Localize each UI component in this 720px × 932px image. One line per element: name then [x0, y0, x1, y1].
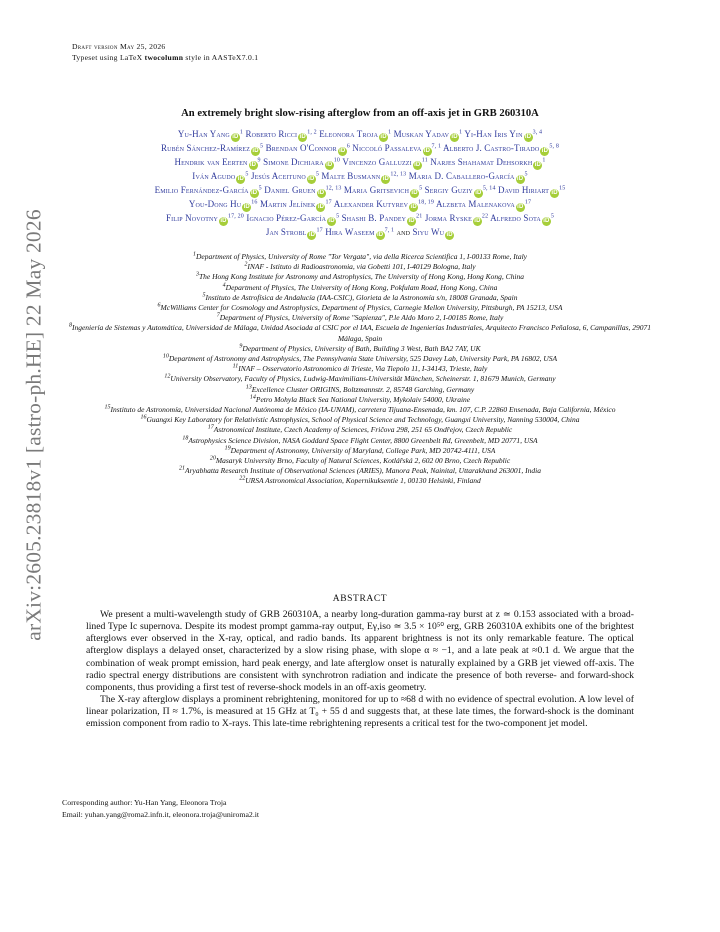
author-line: [62, 170, 658, 184]
affiliation: [58, 415, 662, 425]
orcid-icon[interactable]: iD: [328, 218, 335, 224]
author-affiliation-marker: 1: [542, 157, 546, 164]
author-name[interactable]: Alexander Kutyrev: [333, 199, 409, 209]
author-affiliation-marker: 1, 2: [307, 129, 317, 136]
corresponding-author: Corresponding author: Yu-Han Yang, Eleonora Troja: [62, 798, 227, 807]
affiliation: [58, 354, 662, 364]
affiliation: [58, 405, 662, 415]
orcid-icon[interactable]: iD: [408, 218, 415, 224]
author-affiliation-marker: 1: [388, 129, 392, 136]
author-name[interactable]: Maria D. Caballero-García: [408, 171, 515, 181]
orcid-icon[interactable]: iD: [249, 162, 257, 168]
author-affiliation-marker: 7, 1: [384, 227, 395, 234]
affiliation-text: Masaryk University Brno, Faculty of Natural Sciences, Kotlářská 2, 602 00 Brno, Czech Republic: [215, 456, 511, 466]
author-name[interactable]: Niccoló Passaleva: [352, 143, 422, 153]
author-affiliation-marker: 12, 13: [325, 185, 342, 192]
author-affiliation-marker: 22: [481, 213, 489, 220]
arxiv-sidebar: [16, 209, 52, 641]
author-affiliation-marker: 11: [421, 157, 428, 164]
author-affiliation-marker: 9: [257, 157, 261, 164]
affiliation-text: INAF - Istituto di Radioastronomia, via Gobetti 101, I-40129 Bologna, Italy: [247, 262, 476, 272]
author-affiliation-marker: 5: [419, 185, 423, 192]
affiliation: [58, 272, 662, 282]
author-affiliation-marker: 17: [524, 199, 532, 206]
author-name[interactable]: Iván Agudo: [192, 171, 236, 181]
affiliation: [58, 456, 662, 466]
typeset-pre: Typeset using: [72, 52, 120, 62]
orcid-icon[interactable]: iD: [382, 176, 390, 182]
affiliation-number: 20: [209, 455, 216, 462]
draft-header: [72, 42, 258, 63]
affiliation-number: 7: [216, 312, 220, 319]
author-name[interactable]: Rubén Sánchez-Ramírez: [160, 143, 251, 153]
orcid-icon[interactable]: iD: [376, 232, 384, 238]
orcid-icon[interactable]: iD: [474, 218, 481, 224]
orcid-icon[interactable]: iD: [299, 134, 306, 140]
affiliation-text: INAF – Osservatorio Astronomico di Trieste, Via Tiepolo 11, I-34143, Trieste, Italy: [238, 364, 488, 374]
author-line: [62, 226, 658, 240]
author-name[interactable]: Eleonora Troja: [319, 129, 379, 139]
affiliation-number: 18: [182, 435, 189, 442]
author-name[interactable]: Filip Novotny: [165, 213, 218, 223]
author-affiliation-marker: 16: [251, 199, 258, 206]
author-name[interactable]: Martin Jelínek: [259, 199, 316, 209]
affiliation-number: 12: [164, 373, 171, 380]
affiliation: [58, 313, 662, 323]
author-affiliation-marker: 7, 1: [431, 143, 442, 150]
affiliation-text: McWilliams Center for Cosmology and Astrophysics, Department of Physics, Carnegie Mellon University, Pittsburgh, PA 15213, USA: [160, 303, 563, 313]
author-affiliation-marker: 5: [258, 185, 262, 192]
affiliation: [58, 364, 662, 374]
affiliation: [58, 303, 662, 313]
author-affiliation-marker: 18, 19: [418, 199, 435, 206]
affiliation: [58, 476, 662, 486]
author-name[interactable]: Yu-Han Yang: [177, 129, 230, 139]
affiliation-text: URSA Astronomical Association, Kopernikuksentie 1, 00130 Helsinki, Finland: [245, 476, 481, 486]
orcid-icon[interactable]: iD: [250, 190, 258, 196]
orcid-icon[interactable]: iD: [237, 176, 245, 182]
author-affiliation-marker: 10: [333, 157, 341, 164]
abstract: [86, 609, 634, 731]
orcid-icon[interactable]: iD: [534, 162, 542, 168]
author-name[interactable]: Muskan Yadav: [393, 129, 450, 139]
author-affiliation-marker: 5: [550, 213, 555, 220]
orcid-icon[interactable]: iD: [232, 134, 239, 140]
affiliation-number: 22: [239, 475, 246, 482]
author-name[interactable]: Siyu Wu: [412, 227, 445, 237]
author-name[interactable]: Jan Strobl: [265, 227, 307, 237]
orcid-icon[interactable]: iD: [517, 204, 524, 210]
author-name[interactable]: Ignacio Pérez-García: [246, 213, 327, 223]
orcid-icon[interactable]: iD: [551, 190, 558, 196]
affiliation: [58, 466, 662, 476]
author-name[interactable]: Jesús Aceituno: [250, 171, 306, 181]
affiliation-text: Guangxi Key Laboratory for Relativistic Astrophysics, School of Physical Science and Technology, Guangxi University, Nanning 530004, China: [146, 415, 580, 425]
affiliation: [58, 252, 662, 262]
affiliation-text: The Hong Kong Institute for Astronomy and Astrophysics, The University of Hong Kong, Hong Kong, China: [198, 272, 524, 282]
author-affiliation-marker: 5: [336, 213, 340, 220]
abstract-paragraph-1: We present a multi-wavelength study of GRB 260310A, a nearby long-duration gamma-ray burst at z ≃ 0.153 associated with a broad-lined Type Ic supernova. Despite its modest prompt gamma-ray output, Eγ,iso ≃ 3.5 × 10⁵⁰ erg, GRB 260310A exhibits one of the brightest afterglows ever observed in the X-ray, optical, and radio bands. Its apparent brightness is not its only remarkable feature. The optical afterglow displays a delayed onset, characterized by a slow rising phase, with slope α ≈ −1, and a late peak at ≈0.1 d. We argue that the combination of weak prompt emission, hard peak energy, and late afterglow onset is naturally explained by a GRB jet viewed off-axis. The radio spectral energy distributions are consistent with synchrotron radiation and indicate the presence of both reverse- and forward-shock components, thus providing a first test of reverse-shock models in an off-axis geometry.: [86, 609, 634, 693]
author-affiliation-marker: 5: [245, 171, 249, 178]
author-line: [62, 198, 658, 212]
email-line: Email: yuhan.yang@roma2.infn.it, eleonora.troja@uniroma2.it: [62, 809, 260, 819]
author-line: [62, 184, 658, 198]
author-name[interactable]: Jorma Ryske: [424, 213, 472, 223]
author-affiliation-marker: 3, 4: [532, 129, 543, 136]
affiliation-number: 4: [222, 282, 226, 289]
affiliation-number: 2: [244, 261, 248, 268]
affiliation: [58, 446, 662, 456]
affiliation-number: 13: [245, 384, 252, 391]
orcid-icon[interactable]: iD: [243, 204, 250, 210]
affiliation-number: 9: [239, 343, 243, 350]
affiliation-number: 16: [140, 414, 147, 421]
author-name[interactable]: Daniel Gruen: [264, 185, 316, 195]
author-name[interactable]: Hendrik van Eerten: [174, 157, 248, 167]
affiliation-text: University Observatory, Faculty of Physics, Ludwig-Maximilians-Universität München, Scheinerstr. 1, 81679 Munich, Germany: [170, 374, 556, 384]
author-line: [62, 156, 658, 170]
author-affiliation-marker: 5: [260, 143, 264, 150]
affiliation: [58, 323, 662, 343]
author-affiliation-marker: 6: [346, 143, 350, 150]
arxiv-identifier: arXiv:2605.23818v1 [astro-ph.HE] 22 May 2026: [21, 209, 46, 641]
author-affiliation-marker: 1: [459, 129, 463, 136]
orcid-icon[interactable]: iD: [475, 190, 482, 196]
affiliation: [58, 262, 662, 272]
affiliation: [58, 436, 662, 446]
affiliation-text: Petro Mohyla Black Sea National University, Mykolaiv 54000, Ukraine: [255, 394, 471, 404]
orcid-icon[interactable]: iD: [541, 148, 549, 154]
author-affiliation-marker: 5: [315, 171, 319, 178]
author-line: [62, 142, 658, 156]
affiliation-text: Department of Astronomy, University of Maryland, College Park, MD 20742-4111, USA: [230, 445, 496, 455]
affiliation-text: Instituto de Astrofísica de Andalucía (IAA-CSIC), Glorieta de la Astronomía s/n, 18008 Granada, Spain: [205, 292, 518, 302]
author-name[interactable]: Roberto Ricci: [245, 129, 298, 139]
orcid-icon[interactable]: iD: [446, 232, 453, 238]
author-affiliation-marker: 12, 13: [390, 171, 407, 178]
author-name[interactable]: Shashi B. Pandey: [341, 213, 407, 223]
affiliation-text: Department of Astronomy and Astrophysics, The Pennsylvania State University, 525 Davey Lab, University Park, PA 16802, USA: [168, 354, 558, 364]
affiliation-number: 14: [249, 394, 256, 401]
affiliation-text: Excellence Cluster ORIGINS, Boltzmannstr. 2, 85748 Garching, Germany: [251, 384, 475, 394]
orcid-icon[interactable]: iD: [339, 148, 346, 154]
affiliation-number: 6: [157, 302, 161, 309]
affiliation-number: 11: [232, 363, 239, 370]
author-name[interactable]: Malte Busmann: [321, 171, 381, 181]
affiliation-text: Department of Physics, University of Bath, Building 3 West, Bath BA2 7AY, UK: [242, 343, 481, 353]
affiliation-number: 17: [207, 424, 214, 431]
affiliation: [58, 425, 662, 435]
draft-label: Draft version: [72, 42, 118, 51]
author-name[interactable]: Maria Gritsevich: [343, 185, 410, 195]
author-name[interactable]: Brendan O'Connor: [265, 143, 337, 153]
orcid-icon[interactable]: iD: [516, 176, 524, 182]
affiliation-number: 10: [162, 353, 169, 360]
typeset-latex: LaTeX: [119, 52, 143, 62]
affiliation-number: 21: [179, 465, 186, 472]
draft-version: [72, 42, 258, 53]
abstract-paragraph-2: The X-ray afterglow displays a prominent rebrightening, monitored for up to ≈68 d with no evidence of spectral evolution. A low level of linear polarization, Π ≈ 1.7%, is measured at 15 GHz at T₀ + 55 d and suggests that, at these late times, the forward-shock is the dominant emission component from radio to X-rays. This late-time rebrightening represents a critical test for the two-component jet model.: [86, 694, 634, 730]
affiliation: [58, 385, 662, 395]
affiliation-number: 3: [195, 271, 199, 278]
affiliation-number: 1: [192, 251, 196, 258]
orcid-icon[interactable]: iD: [423, 148, 431, 154]
abstract-heading: ABSTRACT: [332, 594, 388, 604]
affiliation-text: Astronomical Institute, Czech Academy of Sciences, Fričova 298, 251 65 Ondřejov, Czech Republic: [213, 425, 513, 435]
affiliation-text: Department of Physics, The University of Hong Kong, Pokfulam Road, Hong Kong, China: [225, 282, 498, 292]
affiliation: [58, 374, 662, 384]
orcid-icon[interactable]: iD: [308, 176, 315, 182]
author-affiliation-marker: 15: [559, 185, 566, 192]
orcid-icon[interactable]: iD: [317, 190, 325, 196]
orcid-icon[interactable]: iD: [317, 204, 325, 210]
author-affiliation-marker: 5: [524, 171, 528, 178]
affiliation-text: Ingeniería de Sistemas y Automática, Universidad de Málaga, Unidad Asociada al CSIC por el IAA, Escuela de Ingenierías Industriales, Arquitecto Francisco Peñalosa, 6, Campanillas, 29071 Málaga, Spain: [71, 323, 652, 343]
author-name[interactable]: Simone Dichiara: [263, 157, 324, 167]
author-name[interactable]: Alfredo Sota: [490, 213, 541, 223]
typeset-line: [72, 53, 258, 64]
author-name[interactable]: Narjes Shahamat Dehsorkh: [430, 157, 533, 167]
affiliation-number: 19: [224, 445, 231, 452]
orcid-icon[interactable]: iD: [414, 162, 421, 168]
author-name[interactable]: David Hiriart: [498, 185, 550, 195]
typeset-style: twocolumn: [144, 52, 184, 62]
affiliation-text: Department of Physics, University of Rome "Sapienza", P.le Aldo Moro 2, I-00185 Rome, Italy: [219, 313, 504, 323]
orcid-icon[interactable]: iD: [308, 232, 316, 238]
affiliation-number: 8: [68, 322, 72, 329]
affiliation: [58, 395, 662, 405]
correspondence: [62, 797, 259, 820]
typeset-post: style in AASTeX7.0.1: [183, 52, 259, 62]
orcid-icon[interactable]: iD: [411, 190, 418, 196]
author-name[interactable]: Yi-Han Iris Yin: [464, 129, 523, 139]
author-line: [62, 212, 658, 226]
affiliation-text: Instituto de Astronomía, Universidad Nacional Autónoma de México (IA-UNAM), carretera Tijuana-Ensenada, km. 107, C.P. 22860 Ensenada, Baja California, México: [110, 405, 616, 415]
affiliation: [58, 293, 662, 303]
affiliation: [58, 283, 662, 293]
author-affiliation-marker: 5, 14: [482, 185, 496, 192]
author-name[interactable]: You-Dong Hu: [188, 199, 242, 209]
orcid-icon[interactable]: iD: [252, 148, 259, 154]
affiliation-text: Department of Physics, University of Rome "Tor Vergata", via della Ricerca Scientifica 1, I-00133 Rome, Italy: [195, 252, 528, 261]
draft-date: May 25, 2026: [119, 42, 166, 51]
author-name[interactable]: Alzbeta Malenakova: [435, 199, 515, 209]
author-and: and: [396, 227, 411, 237]
author-list: [62, 128, 658, 240]
affiliation-number: 15: [104, 404, 111, 411]
author-name[interactable]: Hira Waseem: [325, 227, 375, 237]
orcid-icon[interactable]: iD: [451, 134, 458, 140]
author-affiliation-marker: 5, 8: [549, 143, 560, 150]
author-name[interactable]: Alberto J. Castro-Tirado: [443, 143, 540, 153]
orcid-icon[interactable]: iD: [524, 134, 532, 140]
orcid-icon[interactable]: iD: [543, 218, 550, 224]
affiliation-list: [58, 252, 662, 487]
paper-title: An extremely bright slow-rising afterglow from an off-axis jet in GRB 260310A: [181, 108, 539, 119]
author-line: [62, 128, 658, 142]
orcid-icon[interactable]: iD: [380, 134, 387, 140]
author-name[interactable]: Vincenzo Galluzzi: [342, 157, 412, 167]
author-affiliation-marker: 17, 20: [228, 213, 244, 220]
orcid-icon[interactable]: iD: [326, 162, 333, 168]
author-affiliation-marker: 1: [239, 129, 244, 136]
author-affiliation-marker: 21: [416, 213, 423, 220]
affiliation-text: Aryabhatta Research Institute of Observational Sciences (ARIES), Manora Peak, Nainital, Uttarakhand 263001, India: [185, 466, 541, 476]
author-name[interactable]: Emilio Fernández-García: [154, 185, 249, 195]
affiliation-text: Astrophysics Science Division, NASA Goddard Space Flight Center, 8800 Greenbelt Rd, Greenbelt, MD 20771, USA: [188, 435, 538, 445]
author-affiliation-marker: 17: [316, 227, 323, 234]
orcid-icon[interactable]: iD: [220, 218, 227, 224]
orcid-icon[interactable]: iD: [410, 204, 417, 210]
author-affiliation-marker: 17: [325, 199, 332, 206]
affiliation: [58, 344, 662, 354]
author-name[interactable]: Sergiy Guziy: [424, 185, 473, 195]
affiliation-number: 5: [202, 292, 206, 299]
